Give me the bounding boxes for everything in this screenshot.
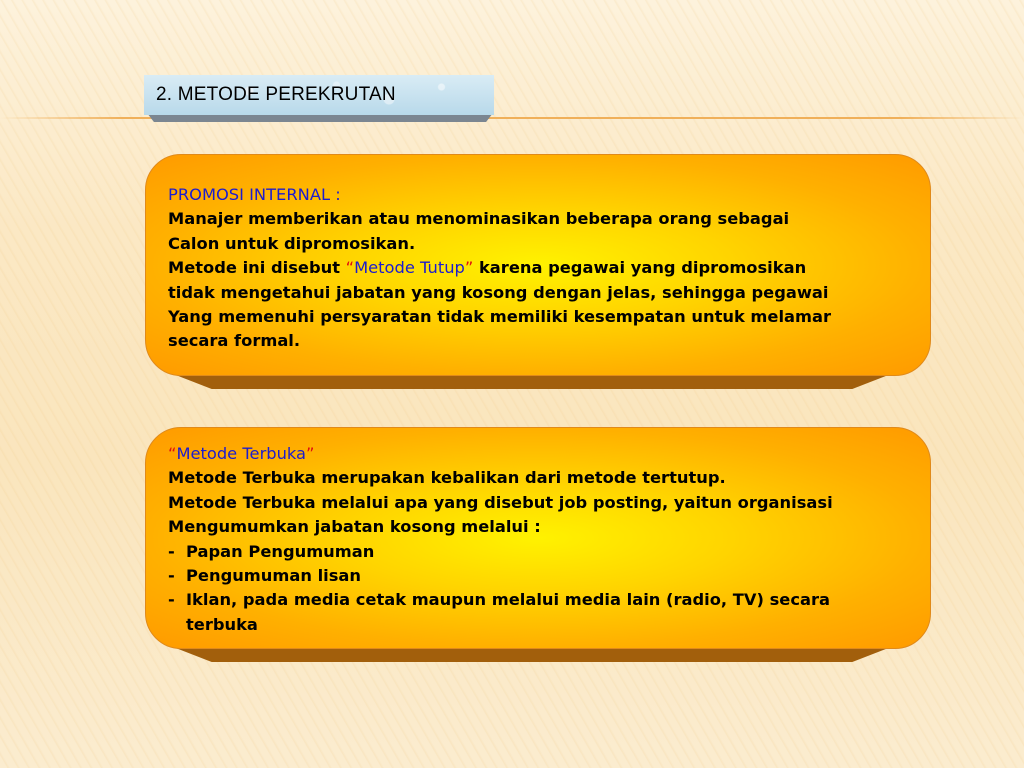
bullet-continuation: terbuka	[186, 614, 258, 634]
card1-line2: Calon untuk dipromosikan.	[168, 233, 416, 253]
card1-line1: Manajer memberikan atau menominasikan beberapa orang sebagai	[168, 209, 790, 229]
slide-title: 2. METODE PEREKRUTAN	[156, 84, 396, 105]
card2-heading: “Metode Terbuka”	[168, 444, 315, 463]
card1-line3: Metode ini disebut “Metode Tutup” karena pegawai yang dipromosikan	[168, 258, 807, 278]
card1-line5: Yang memenuhi persyaratan tidak memiliki kesempatan untuk melamar	[168, 307, 831, 327]
bullet-item: - Papan Pengumuman	[168, 541, 375, 561]
card1-line4: tidak mengetahui jabatan yang kosong dengan jelas, sehingga pegawai	[168, 282, 829, 302]
metode-tutup-term: Metode Tutup	[354, 258, 465, 278]
bullet-item: - Iklan, pada media cetak maupun melalui media lain (radio, TV) secara	[168, 590, 830, 610]
card2-line3: Mengumumkan jabatan kosong melalui :	[168, 517, 541, 537]
promosi-internal-card	[145, 154, 931, 376]
metode-terbuka-card	[145, 427, 931, 649]
card2-line2: Metode Terbuka melalui apa yang disebut job posting, yaitun organisasi	[168, 492, 833, 512]
card1-heading: PROMOSI INTERNAL :	[168, 185, 341, 204]
card1-line6: secara formal.	[168, 331, 301, 351]
card2-line1: Metode Terbuka merupakan kebalikan dari metode tertutup.	[168, 468, 726, 488]
bullet-item: - Pengumuman lisan	[168, 566, 362, 586]
title-box	[144, 75, 494, 115]
